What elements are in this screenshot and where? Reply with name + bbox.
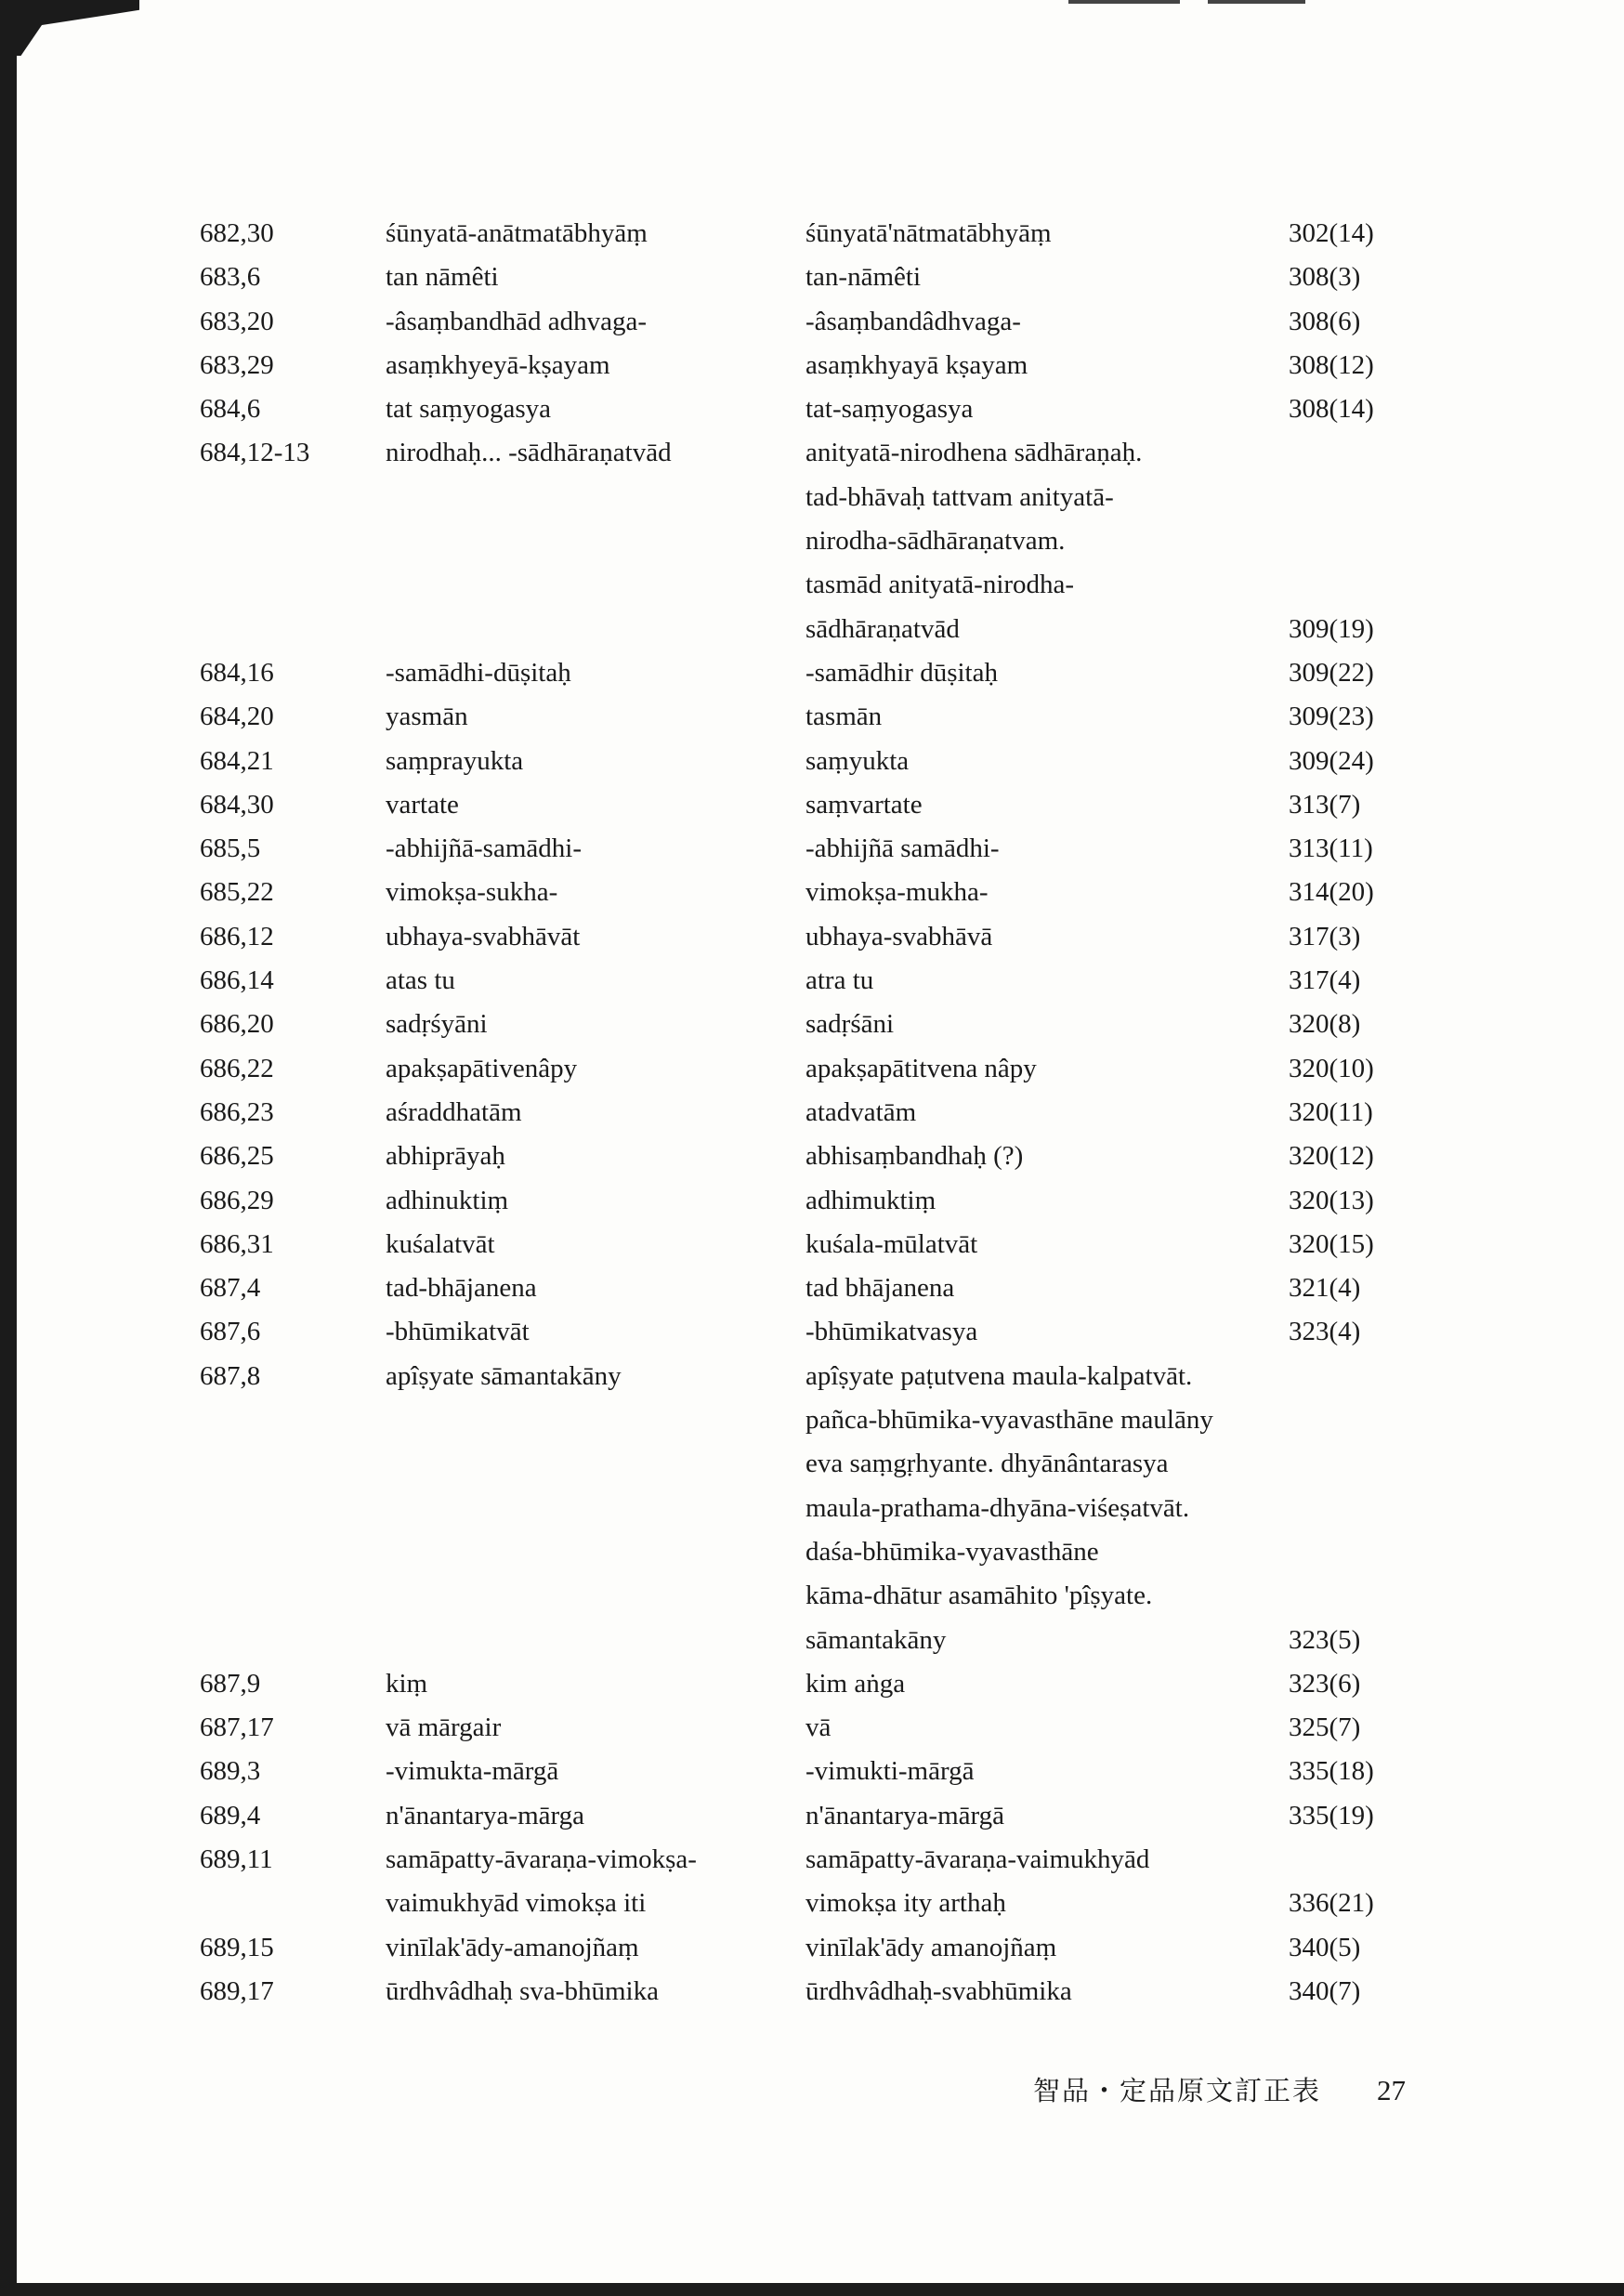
reading-cell: asaṃkhyeyā-kṣayam (386, 349, 610, 380)
table-row (200, 1970, 1408, 2014)
table-row (200, 519, 1408, 563)
reading-cell: tan nāmêti (386, 262, 499, 293)
reading-cell: ubhaya-svabhāvāt (386, 921, 581, 951)
reference-cell: 686,14 (200, 965, 274, 996)
table-row (200, 651, 1408, 695)
table-row (200, 1047, 1408, 1091)
correction-cell: kim aṅga (805, 1668, 906, 1699)
correction-cell: asaṃkhyayā kṣayam (805, 349, 1028, 380)
table-row (200, 1794, 1408, 1838)
reference-cell: 684,20 (200, 702, 274, 732)
table-row (200, 1003, 1408, 1046)
reading-cell: abhiprāyaḥ (386, 1141, 505, 1172)
reading-cell: tat saṃyogasya (386, 394, 551, 425)
reference-cell: 689,3 (200, 1756, 261, 1787)
scan-shadow-left (0, 0, 17, 2296)
page-ref-cell: 320(10) (1289, 1053, 1374, 1083)
page-ref-cell: 309(22) (1289, 657, 1374, 688)
reading-cell: vinīlak'ādy-amanojñaṃ (386, 1932, 639, 1962)
correction-cell: adhimuktiṃ (805, 1185, 936, 1215)
reference-cell: 687,6 (200, 1317, 261, 1347)
correction-cell: vimokṣa-mukha- (805, 877, 989, 908)
reading-cell: kuśalatvāt (386, 1228, 495, 1259)
page-ref-cell: 313(11) (1289, 833, 1373, 864)
reference-cell: 687,9 (200, 1668, 261, 1699)
reading-cell: -vimukta-mārgā (386, 1756, 559, 1787)
page-ref-cell: 317(4) (1289, 965, 1361, 996)
page-ref-cell: 320(15) (1289, 1228, 1374, 1259)
table-row (200, 476, 1408, 519)
page-ref-cell: 325(7) (1289, 1712, 1361, 1743)
reading-cell: atas tu (386, 965, 455, 996)
reading-cell: aśraddhatām (386, 1096, 522, 1127)
scan-shadow-corner (0, 0, 139, 56)
correction-cell: samāpatty-āvaraṇa-vaimukhyād (805, 1843, 1150, 1874)
page-ref-cell: 308(3) (1289, 262, 1361, 293)
scan-mark (1208, 0, 1305, 4)
table-row (200, 563, 1408, 607)
reference-cell: 684,6 (200, 394, 261, 425)
correction-cell: vinīlak'ādy amanojñaṃ (805, 1932, 1057, 1962)
reading-cell: yasmān (386, 702, 468, 732)
reading-cell: -bhūmikatvāt (386, 1317, 530, 1347)
page-ref-cell: 308(12) (1289, 349, 1374, 380)
reference-cell: 687,4 (200, 1273, 261, 1304)
correction-cell: maula-prathama-dhyāna-viśeṣatvāt. (805, 1492, 1190, 1523)
reading-cell: samāpatty-āvaraṇa-vimokṣa- (386, 1843, 697, 1874)
page-ref-cell: 340(7) (1289, 1975, 1361, 2006)
table-row (200, 1926, 1408, 1970)
correction-cell: saṃyukta (805, 745, 910, 776)
correction-cell: -abhijñā samādhi- (805, 833, 1000, 864)
reference-cell: 687,17 (200, 1712, 274, 1743)
reference-cell: 683,20 (200, 306, 274, 336)
reference-cell: 687,8 (200, 1360, 261, 1391)
table-row (200, 1619, 1408, 1662)
table-row (200, 740, 1408, 783)
correction-cell: -âsaṃbandâdhvaga- (805, 306, 1021, 336)
table-row (200, 1398, 1408, 1442)
page-ref-cell: 320(11) (1289, 1096, 1373, 1127)
reading-cell: -âsaṃbandhād adhvaga- (386, 306, 648, 336)
reading-cell: -samādhi-dūṣitaḥ (386, 657, 571, 688)
reading-cell: vā mārgair (386, 1712, 502, 1743)
correction-cell: vimokṣa ity arthaḥ (805, 1888, 1006, 1919)
table-row (200, 1487, 1408, 1530)
table-row (200, 915, 1408, 959)
correction-cell: apîṣyate paṭutvena maula-kalpatvāt. (805, 1360, 1193, 1391)
correction-cell: tan-nāmêti (805, 262, 922, 293)
reference-cell: 686,23 (200, 1096, 274, 1127)
table-row (200, 1266, 1408, 1310)
reading-cell: sadṛśyāni (386, 1009, 488, 1040)
table-row (200, 608, 1408, 651)
table-row (200, 783, 1408, 827)
scan-mark (1068, 0, 1180, 4)
page-ref-cell: 335(18) (1289, 1756, 1374, 1787)
reading-cell: apîṣyate sāmantakāny (386, 1360, 622, 1391)
table-row (200, 1223, 1408, 1266)
reference-cell: 683,29 (200, 349, 274, 380)
table-row (200, 212, 1408, 256)
correction-cell: tat-saṃyogasya (805, 394, 974, 425)
page-ref-cell: 302(14) (1289, 218, 1374, 248)
reading-cell: vimokṣa-sukha- (386, 877, 558, 908)
reference-cell: 685,22 (200, 877, 274, 908)
correction-cell: sāmantakāny (805, 1624, 947, 1655)
reference-cell: 684,16 (200, 657, 274, 688)
correction-cell: tasmān (805, 702, 883, 732)
reference-cell: 682,30 (200, 218, 274, 248)
table-row (200, 1091, 1408, 1135)
correction-cell: abhisaṃbandhaḥ (?) (805, 1141, 1024, 1172)
table-row (200, 1706, 1408, 1750)
reference-cell: 684,30 (200, 789, 274, 820)
scan-shadow-bottom (0, 2283, 1624, 2296)
page-number: 27 (1377, 2074, 1407, 2106)
correction-cell: apakṣapātitvena nâpy (805, 1053, 1037, 1083)
table-row (200, 387, 1408, 431)
page-ref-cell: 309(24) (1289, 745, 1374, 776)
page-ref-cell: 335(19) (1289, 1800, 1374, 1830)
reading-cell: ūrdhvâdhaḥ sva-bhūmika (386, 1975, 659, 2006)
footer-title: 智品・定品原文訂正表 (1033, 2075, 1322, 2106)
table-row (200, 1179, 1408, 1223)
reading-cell: kiṃ (386, 1668, 428, 1699)
correction-cell: ūrdhvâdhaḥ-svabhūmika (805, 1975, 1072, 2006)
table-row (200, 1530, 1408, 1574)
table-row (200, 1662, 1408, 1706)
reading-cell: tad-bhājanena (386, 1273, 537, 1304)
table-row (200, 256, 1408, 299)
page-ref-cell: 340(5) (1289, 1932, 1361, 1962)
page-ref-cell: 323(5) (1289, 1624, 1361, 1655)
table-row (200, 1838, 1408, 1882)
table-row (200, 1442, 1408, 1486)
table-row (200, 344, 1408, 387)
correction-cell: nirodha-sādhāraṇatvam. (805, 526, 1066, 557)
reference-cell: 686,20 (200, 1009, 274, 1040)
correction-cell: -samādhir dūṣitaḥ (805, 657, 998, 688)
page-ref-cell: 317(3) (1289, 921, 1361, 951)
page-ref-cell: 314(20) (1289, 877, 1374, 908)
correction-cell: sādhāraṇatvād (805, 613, 960, 644)
reading-cell: apakṣapātivenâpy (386, 1053, 578, 1083)
page-ref-cell: 323(4) (1289, 1317, 1361, 1347)
page-ref-cell: 320(13) (1289, 1185, 1374, 1215)
reading-cell: saṃprayukta (386, 745, 524, 776)
reference-cell: 685,5 (200, 833, 261, 864)
reading-cell: adhinuktiṃ (386, 1185, 509, 1215)
correction-cell: daśa-bhūmika-vyavasthāne (805, 1536, 1099, 1567)
correction-cell: ubhaya-svabhāvā (805, 921, 993, 951)
page-footer (1033, 2070, 1406, 2108)
page-ref-cell: 321(4) (1289, 1273, 1361, 1304)
reading-cell: n'ānantarya-mārga (386, 1800, 585, 1830)
reference-cell: 686,22 (200, 1053, 274, 1083)
reading-cell: vartate (386, 789, 459, 820)
page-ref-cell: 308(6) (1289, 306, 1361, 336)
reference-cell: 684,21 (200, 745, 274, 776)
correction-cell: tad bhājanena (805, 1273, 955, 1304)
correction-cell: n'ānantarya-mārgā (805, 1800, 1005, 1830)
table-row (200, 1310, 1408, 1354)
correction-cell: pañca-bhūmika-vyavasthāne maulāny (805, 1405, 1213, 1436)
table-row (200, 1882, 1408, 1925)
table-row (200, 959, 1408, 1003)
page-ref-cell: 313(7) (1289, 789, 1361, 820)
page-ref-cell: 336(21) (1289, 1888, 1374, 1919)
table-row (200, 1750, 1408, 1793)
table-row (200, 695, 1408, 739)
reading-cell: śūnyatā-anātmatābhyāṃ (386, 218, 648, 248)
correction-cell: saṃvartate (805, 789, 923, 820)
table-row (200, 431, 1408, 475)
page-ref-cell: 320(12) (1289, 1141, 1374, 1172)
reference-cell: 684,12-13 (200, 438, 310, 468)
table-row (200, 827, 1408, 871)
reference-cell: 686,31 (200, 1228, 274, 1259)
page-ref-cell: 320(8) (1289, 1009, 1361, 1040)
correction-cell: -vimukti-mārgā (805, 1756, 975, 1787)
reference-cell: 689,4 (200, 1800, 261, 1830)
reference-cell: 689,17 (200, 1975, 274, 2006)
correction-cell: atra tu (805, 965, 874, 996)
reference-cell: 683,6 (200, 262, 261, 293)
page-ref-cell: 323(6) (1289, 1668, 1361, 1699)
correction-cell: tad-bhāvaḥ tattvam anityatā- (805, 481, 1114, 512)
reference-cell: 686,25 (200, 1141, 274, 1172)
table-row (200, 1355, 1408, 1398)
correction-cell: anityatā-nirodhena sādhāraṇaḥ. (805, 438, 1143, 468)
correction-cell: vā (805, 1712, 832, 1743)
correction-table (200, 212, 1408, 2014)
page-ref-cell: 309(19) (1289, 613, 1374, 644)
reading-cell: nirodhaḥ... -sādhāraṇatvād (386, 438, 672, 468)
reference-cell: 689,11 (200, 1843, 273, 1874)
table-row (200, 300, 1408, 344)
correction-cell: kuśala-mūlatvāt (805, 1228, 978, 1259)
correction-cell: kāma-dhātur asamāhito 'pîṣyate. (805, 1581, 1153, 1611)
table-row (200, 1574, 1408, 1618)
table-row (200, 1135, 1408, 1178)
correction-cell: sadṛśāni (805, 1009, 895, 1040)
reference-cell: 689,15 (200, 1932, 274, 1962)
correction-cell: -bhūmikatvasya (805, 1317, 978, 1347)
page-ref-cell: 309(23) (1289, 702, 1374, 732)
correction-cell: eva saṃgṛhyante. dhyānântarasya (805, 1449, 1169, 1479)
reference-cell: 686,29 (200, 1185, 274, 1215)
reading-cell: -abhijñā-samādhi- (386, 833, 582, 864)
reference-cell: 686,12 (200, 921, 274, 951)
page-ref-cell: 308(14) (1289, 394, 1374, 425)
table-row (200, 871, 1408, 914)
correction-cell: śūnyatā'nātmatābhyāṃ (805, 218, 1052, 248)
correction-cell: atadvatām (805, 1096, 917, 1127)
correction-cell: tasmād anityatā-nirodha- (805, 570, 1075, 600)
reading-cell: vaimukhyād vimokṣa iti (386, 1888, 647, 1919)
